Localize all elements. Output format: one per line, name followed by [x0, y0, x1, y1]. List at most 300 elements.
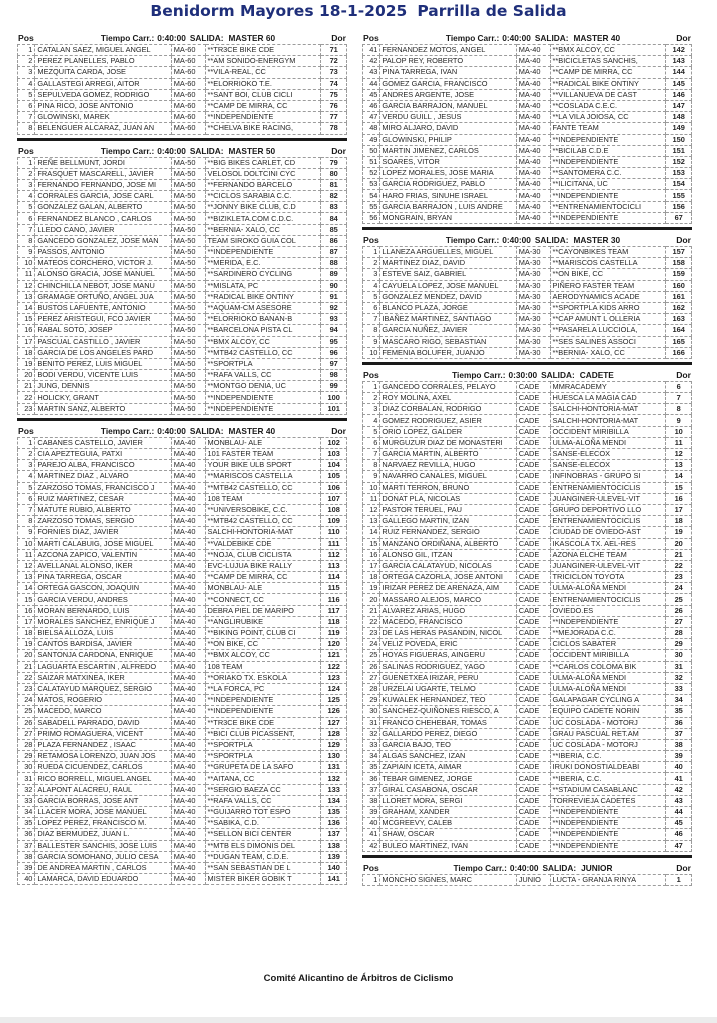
rider-name: SANCHEZ-QUIÑONES RIESCO, A	[380, 706, 516, 717]
rider-club: **ILICITANA, UC	[550, 179, 666, 190]
rider-position: 6	[18, 213, 35, 224]
rider-category: MA-50	[171, 291, 205, 302]
rider-category: MA-60	[171, 100, 205, 111]
table-row	[363, 280, 692, 291]
table-row	[363, 482, 692, 493]
rider-category: MA-40	[171, 437, 205, 448]
rider-name: IRIZAR PEREZ DE ARENAZA, AIM	[380, 583, 516, 594]
rider-club: **INDEPENDIENTE	[205, 706, 321, 717]
rider-position: 13	[18, 291, 35, 302]
table-row	[18, 538, 347, 549]
rider-category: MA-50	[171, 302, 205, 313]
salida-label: SALIDA:	[534, 235, 569, 245]
rider-club: FANTE TEAM	[550, 123, 666, 134]
rider-club: UC COSLADA - MOTORJ	[550, 739, 666, 750]
rider-category: MA-40	[516, 168, 550, 179]
rider-club: YOUR BIKE ULB SPORT	[205, 460, 321, 471]
rider-position: 30	[363, 706, 380, 717]
rider-name: FRANCO CHEHEBAR, TOMAS	[380, 717, 516, 728]
table-row	[363, 415, 692, 426]
rider-name: DONAT PLA, NICOLAS	[380, 493, 516, 504]
section-header	[362, 367, 692, 380]
rider-name: NAVARRO CANALES, MIGUEL	[380, 471, 516, 482]
rider-position: 24	[363, 639, 380, 650]
rider-name: SAIZAR MATXINEA, IKER	[35, 672, 171, 683]
rider-category: CADE	[516, 527, 550, 538]
table-row	[363, 269, 692, 280]
rider-position: 38	[18, 851, 35, 862]
table-row	[363, 516, 692, 527]
table-row	[18, 325, 347, 336]
rider-bib-number: 120	[321, 639, 347, 650]
rider-club: **IBERIA, C.C.	[550, 773, 666, 784]
rider-position: 19	[18, 358, 35, 369]
rider-bib-number: 156	[666, 201, 692, 212]
rider-category: CADE	[516, 728, 550, 739]
rider-category: CADE	[516, 516, 550, 527]
rider-club: **MARISCOS CASTELLA	[550, 258, 666, 269]
dor-column-label: Dor	[676, 235, 691, 245]
rider-bib-number: 24	[666, 583, 692, 594]
dor-column-label: Dor	[331, 33, 346, 43]
rider-club: **INDEPENDIENTE	[550, 156, 666, 167]
rider-name: LOPEZ PEREZ, FRANCISCO M.	[35, 818, 171, 829]
rider-category: CADE	[516, 784, 550, 795]
rider-category: MA-40	[171, 538, 205, 549]
start-grid-master-50	[17, 143, 347, 421]
rider-club: **INDEPENDIENTE	[550, 616, 666, 627]
rider-club: **SPORTPLA	[205, 358, 321, 369]
rider-position: 22	[363, 616, 380, 627]
table-row	[18, 762, 347, 773]
rider-name: NARVAEZ REVILLA, HUGO	[380, 460, 516, 471]
rider-club: **MARISCOS CASTELLA	[205, 471, 321, 482]
rider-category: MA-50	[171, 269, 205, 280]
rider-club: 101 FASTER TEAM	[205, 449, 321, 460]
rider-position: 12	[18, 560, 35, 571]
table-row	[18, 67, 347, 78]
rider-name: REÑE BELLMUNT, JORDI	[35, 157, 171, 168]
rider-name: MONGRAIN, BRYAN	[380, 212, 516, 223]
pos-column-label: Pos	[18, 33, 34, 43]
rider-club: **BMX ALCOY, CC	[205, 650, 321, 661]
rider-club: AZONA ELCHE TEAM	[550, 549, 666, 560]
table-row	[363, 773, 692, 784]
rider-category: MA-50	[171, 258, 205, 269]
rider-club: **COSLADA C.E.C.	[550, 100, 666, 111]
rider-position: 11	[363, 493, 380, 504]
rider-category: MA-40	[171, 616, 205, 627]
rider-position: 6	[18, 493, 35, 504]
rider-name: MACEDO, MARCO	[35, 706, 171, 717]
rider-category: MA-30	[516, 336, 550, 347]
rider-bib-number: 133	[321, 784, 347, 795]
rider-position: 40	[18, 874, 35, 885]
rider-category: CADE	[516, 449, 550, 460]
dor-column-label: Dor	[676, 33, 691, 43]
rider-club: **UNIVERSOBIKE, C.C.	[205, 504, 321, 515]
rider-bib-number: 140	[321, 862, 347, 873]
rider-club: DEBRA PIEL DE MARIPO	[205, 605, 321, 616]
rider-club: JUANGINER-ULEVEL-VIT	[550, 493, 666, 504]
rider-category: MA-40	[171, 482, 205, 493]
rider-bib-number: 165	[666, 336, 692, 347]
rider-category: MA-40	[516, 134, 550, 145]
table-row	[18, 168, 347, 179]
rider-bib-number: 27	[666, 616, 692, 627]
rider-club: ENTRENAMIENTOCICLIS	[550, 594, 666, 605]
rider-name: GANCEDO CORRALES, PELAYO	[380, 381, 516, 392]
rider-name: ANDRES ARGENTE, JOSE	[380, 89, 516, 100]
rider-position: 54	[363, 190, 380, 201]
table-row	[363, 795, 692, 806]
rider-position: 1	[363, 874, 380, 885]
table-row	[18, 683, 347, 694]
rider-position: 51	[363, 156, 380, 167]
table-row	[363, 560, 692, 571]
rider-name: GARCIA SOMOHANO, JULIO CESA	[35, 851, 171, 862]
rider-club: **BERNIA- XALO, CC	[550, 347, 666, 358]
rider-bib-number: 101	[321, 403, 347, 414]
rider-club: **CHELVA BIKE RACING,	[205, 123, 321, 134]
rider-name: GALLASTEGI ARREGI, AITOR	[35, 78, 171, 89]
rider-category: MA-60	[171, 123, 205, 134]
rider-bib-number: 150	[666, 134, 692, 145]
rider-club: **INDEPENDIENTE	[550, 818, 666, 829]
rider-name: GALLARDO PEREZ, DIEGO	[380, 728, 516, 739]
rider-club: UC COSLADA - MOTORJ	[550, 717, 666, 728]
section-divider	[17, 418, 347, 421]
rider-bib-number: 12	[666, 449, 692, 460]
rider-position: 40	[363, 818, 380, 829]
rider-category: MA-50	[171, 381, 205, 392]
rider-club: **DUGAN TEAM, C.D.E.	[205, 851, 321, 862]
category-name: CADETE	[579, 369, 614, 380]
rider-name: MCGREEVY, CALEB	[380, 818, 516, 829]
rider-category: MA-60	[171, 89, 205, 100]
rider-position: 21	[18, 381, 35, 392]
rider-club: **LA FORCA, PC	[205, 683, 321, 694]
rider-club: IRUKI DONOSTIALDEABI	[550, 762, 666, 773]
rider-category: CADE	[516, 628, 550, 639]
rider-position: 3	[18, 67, 35, 78]
section-title	[403, 235, 663, 245]
rider-name: ZARZOSO TOMAS, FRANCISCO J	[35, 482, 171, 493]
rider-club: **ON BIKE, CC	[205, 639, 321, 650]
rider-club: AERODYNAMICS ACADE	[550, 291, 666, 302]
table-row	[18, 672, 347, 683]
riders-table	[362, 381, 692, 852]
table-row	[18, 784, 347, 795]
table-row	[18, 336, 347, 347]
rider-bib-number: 43	[666, 795, 692, 806]
rider-name: ESTEVE SAIZ, GABRIEL	[380, 269, 516, 280]
rider-bib-number: 138	[321, 840, 347, 851]
rider-club: ULMA-ALOÑA MENDI	[550, 683, 666, 694]
race-time: 0:40:00	[157, 145, 186, 156]
rider-bib-number: 114	[321, 572, 347, 583]
rider-position: 15	[18, 594, 35, 605]
dor-column-label: Dor	[331, 425, 346, 436]
rider-category: MA-40	[171, 672, 205, 683]
rider-club: **RADICAL BIKE ONTINY	[550, 78, 666, 89]
rider-position: 26	[363, 661, 380, 672]
riders-table	[17, 157, 347, 415]
rider-name: PASTOR TERUEL, PAU	[380, 504, 516, 515]
rider-bib-number: 152	[666, 156, 692, 167]
rider-position: 37	[18, 840, 35, 851]
rider-category: CADE	[516, 426, 550, 437]
rider-club: SANSE-ELECOX	[550, 449, 666, 460]
rider-category: MA-30	[516, 247, 550, 258]
rider-category: MA-50	[171, 157, 205, 168]
rider-club: **SANTOMERA C.C.	[550, 168, 666, 179]
rider-club: **MTB42 CASTELLO, CC	[205, 347, 321, 358]
rider-club: ULMA-ALOÑA MENDI	[550, 672, 666, 683]
rider-bib-number: 33	[666, 683, 692, 694]
rider-position: 9	[18, 527, 35, 538]
rider-category: MA-40	[516, 123, 550, 134]
category-name: MASTER 40	[228, 425, 276, 436]
table-row	[363, 67, 692, 78]
rider-name: IBAÑEZ MARTINEZ, SANTIAGO	[380, 314, 516, 325]
table-row	[363, 717, 692, 728]
dor-column-label: Dor	[676, 369, 691, 380]
table-row	[363, 639, 692, 650]
rider-category: MA-30	[516, 258, 550, 269]
rider-position: 41	[363, 829, 380, 840]
rider-name: FERNANDO FERNANDO, JOSE MI	[35, 179, 171, 190]
rider-club: **MONTGO DENIA, UC	[205, 381, 321, 392]
rider-club: **CAYONBIKES TEAM	[550, 247, 666, 258]
table-row	[363, 549, 692, 560]
rider-club: **SES SALINES ASSOCI	[550, 336, 666, 347]
rider-position: 33	[363, 739, 380, 750]
rider-name: MASCARO RIGO, SEBASTIAN	[380, 336, 516, 347]
rider-position: 14	[363, 527, 380, 538]
category-name: MASTER 50	[228, 145, 276, 156]
rider-bib-number: 31	[666, 661, 692, 672]
rider-bib-number: 13	[666, 460, 692, 471]
rider-category: CADE	[516, 773, 550, 784]
rider-name: ALVAREZ ARIAS, HUGO	[380, 605, 516, 616]
rider-position: 56	[363, 212, 380, 223]
rider-category: CADE	[516, 460, 550, 471]
rider-category: MA-30	[516, 302, 550, 313]
rider-bib-number: 145	[666, 78, 692, 89]
rider-club: ENTRENAMIENTOCICLIS	[550, 482, 666, 493]
rider-club: IKASCOLA TX. AEL-RES	[550, 538, 666, 549]
rider-bib-number: 144	[666, 67, 692, 78]
rider-position: 30	[18, 762, 35, 773]
rider-bib-number: 74	[321, 78, 347, 89]
rider-category: MA-50	[171, 347, 205, 358]
rider-bib-number: 96	[321, 347, 347, 358]
rider-position: 12	[363, 504, 380, 515]
rider-bib-number: 7	[666, 393, 692, 404]
rider-club: **INDEPENDIENTE	[550, 840, 666, 851]
rider-club: **AITANA, CC	[205, 773, 321, 784]
rider-category: MA-40	[171, 594, 205, 605]
rider-name: CABANES CASTELLO, JAVIER	[35, 437, 171, 448]
table-row	[18, 851, 347, 862]
table-row	[363, 493, 692, 504]
section-title	[403, 863, 663, 873]
rider-category: MA-40	[171, 683, 205, 694]
rider-name: ZARZOSO TOMAS, SERGIO	[35, 516, 171, 527]
rider-category: MA-40	[171, 583, 205, 594]
rider-category: MA-40	[171, 717, 205, 728]
rider-position: 27	[363, 672, 380, 683]
rider-position: 8	[18, 516, 35, 527]
table-row	[18, 840, 347, 851]
table-row	[363, 616, 692, 627]
rider-bib-number: 110	[321, 527, 347, 538]
salida-label: SALIDA:	[534, 33, 569, 43]
table-row	[363, 201, 692, 212]
rider-name: SANTONJA CARDONA, ENRIQUE	[35, 650, 171, 661]
rider-bib-number: 15	[666, 482, 692, 493]
rider-name: BENITO PEREZ, LUIS MIGUEL	[35, 358, 171, 369]
rider-category: MA-40	[171, 572, 205, 583]
table-row	[363, 100, 692, 111]
rider-name: GLOWINSKI, PHILIP	[380, 134, 516, 145]
rider-position: 1	[18, 157, 35, 168]
rider-name: CALATAYUD MARQUEZ, SERGIO	[35, 683, 171, 694]
rider-bib-number: 113	[321, 560, 347, 571]
rider-position: 10	[18, 258, 35, 269]
rider-category: MA-40	[171, 639, 205, 650]
document-title	[0, 2, 717, 20]
rider-position: 5	[363, 291, 380, 302]
rider-club: SALCHI-HONTORIA-MAT	[550, 404, 666, 415]
rider-club: GRUPO DEPORTIVO LLO	[550, 504, 666, 515]
time-label: Tiempo Carr.:	[100, 33, 155, 43]
rider-name: ZAPIAIN ICETA, AIMAR	[380, 762, 516, 773]
rider-name: LLORET MORA, SERGI	[380, 795, 516, 806]
section-title	[403, 370, 663, 380]
section-title	[58, 426, 318, 436]
rider-position: 2	[363, 258, 380, 269]
table-row	[363, 728, 692, 739]
start-grid-master-40	[17, 423, 347, 886]
table-row	[18, 191, 347, 202]
table-row	[18, 807, 347, 818]
rider-club: **BMX ALCOY, CC	[205, 336, 321, 347]
table-row	[18, 123, 347, 134]
rider-bib-number: 104	[321, 460, 347, 471]
rider-name: MURGUZUR DIAZ DE MONASTERI	[380, 437, 516, 448]
rider-category: CADE	[516, 381, 550, 392]
rider-club: **SPORTPLA	[205, 751, 321, 762]
rider-position: 17	[18, 336, 35, 347]
rider-bib-number: 34	[666, 695, 692, 706]
rider-position: 7	[363, 449, 380, 460]
rider-club: **BARCELONA PISTA CL	[205, 325, 321, 336]
table-row	[18, 45, 347, 56]
table-row	[363, 650, 692, 661]
rider-position: 37	[363, 784, 380, 795]
rider-position: 17	[363, 560, 380, 571]
table-row	[363, 314, 692, 325]
rider-club: MISTER BIKER GOBIK T	[205, 874, 321, 885]
bottom-edge	[0, 1017, 717, 1023]
rider-bib-number: 105	[321, 471, 347, 482]
rider-name: PASSOS, ANTONIO	[35, 247, 171, 258]
rider-name: DIAZ BERMUDEZ, JUAN L.	[35, 829, 171, 840]
rider-position: 14	[18, 302, 35, 313]
rider-club: HUESCA LA MAGIA CAD	[550, 393, 666, 404]
rider-category: MA-40	[516, 179, 550, 190]
rider-bib-number: 119	[321, 628, 347, 639]
rider-position: 16	[363, 549, 380, 560]
rider-category: CADE	[516, 471, 550, 482]
rider-club: **GRUPETA DE LA SAFO	[205, 762, 321, 773]
rider-club: **INDEPENDIENTE	[550, 134, 666, 145]
table-row	[363, 762, 692, 773]
rider-category: MA-60	[171, 45, 205, 56]
rider-name: GARCIA BAJO, TEO	[380, 739, 516, 750]
rider-position: 14	[18, 583, 35, 594]
rider-club: **SPORTPLA KIDS ARRO	[550, 302, 666, 313]
pos-column-label: Pos	[363, 235, 379, 245]
rider-bib-number: 92	[321, 302, 347, 313]
rider-category: MA-50	[171, 392, 205, 403]
rider-bib-number: 93	[321, 314, 347, 325]
rider-name: SABADELL PARRADO, DAVID	[35, 717, 171, 728]
rider-bib-number: 106	[321, 482, 347, 493]
table-row	[18, 572, 347, 583]
rider-category: MA-40	[516, 56, 550, 67]
rider-bib-number: 123	[321, 672, 347, 683]
rider-category: MA-40	[171, 560, 205, 571]
rider-category: CADE	[516, 706, 550, 717]
rider-position: 5	[18, 89, 35, 100]
rider-club: OCCIDENT MIRIBILLA	[550, 426, 666, 437]
rider-name: GOMEZ RODRIGUEZ, ASIER	[380, 415, 516, 426]
rider-club: **ENTRENAMIENTOCICLI	[550, 201, 666, 212]
rider-category: MA-40	[171, 471, 205, 482]
rider-club: **NOJA, CLUB CICLISTA	[205, 549, 321, 560]
table-row	[18, 213, 347, 224]
rider-name: ROY MOLINA, AXEL	[380, 393, 516, 404]
rider-bib-number: 126	[321, 706, 347, 717]
rider-club: **BICICLETAS SANCHIS,	[550, 56, 666, 67]
rider-bib-number: 102	[321, 437, 347, 448]
rider-name: PALOP REY, ROBERTO	[380, 56, 516, 67]
rider-position: 36	[18, 829, 35, 840]
table-row	[363, 874, 692, 885]
rider-name: MORAN BERNARDO, LUIS	[35, 605, 171, 616]
table-row	[363, 145, 692, 156]
rider-category: MA-40	[516, 190, 550, 201]
rider-position: 44	[363, 78, 380, 89]
rider-category: MA-50	[171, 325, 205, 336]
rider-bib-number: 155	[666, 190, 692, 201]
rider-bib-number: 46	[666, 829, 692, 840]
table-row	[363, 336, 692, 347]
rider-bib-number: 20	[666, 538, 692, 549]
category-name: JUNIOR	[581, 862, 613, 873]
rider-bib-number: 44	[666, 807, 692, 818]
rider-position: 1	[18, 45, 35, 56]
rider-category: MA-40	[171, 874, 205, 885]
table-row	[363, 381, 692, 392]
rider-club: **AQUAM-CM ASESORE	[205, 302, 321, 313]
rider-position: 28	[363, 683, 380, 694]
rider-name: MEZQUITA CARDA, JOSE	[35, 67, 171, 78]
rider-club: LUCTA - GRANJA RINYA	[550, 874, 666, 885]
